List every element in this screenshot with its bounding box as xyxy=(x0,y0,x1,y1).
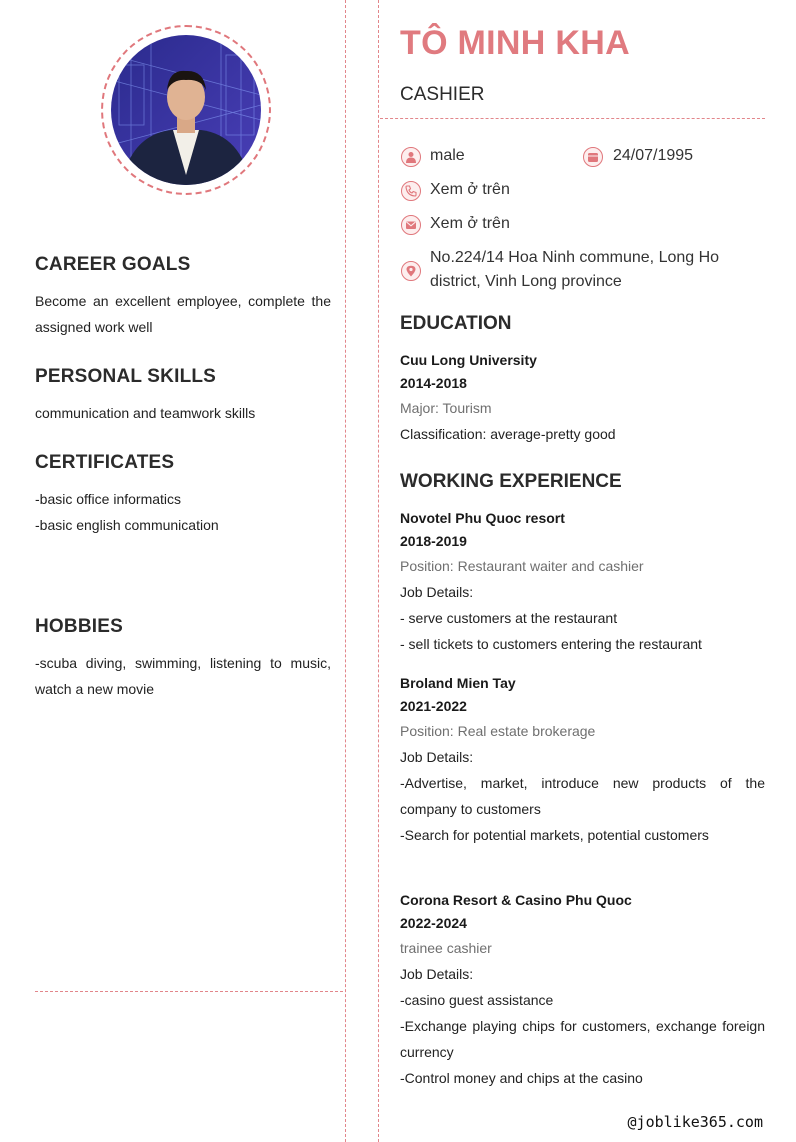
avatar xyxy=(111,35,261,185)
left-bottom-divider xyxy=(35,991,343,992)
job-company: Corona Resort & Casino Phu Quoc xyxy=(400,892,632,908)
job-position: Position: Restaurant waiter and cashier xyxy=(400,558,644,574)
certificate-item: -basic english communication xyxy=(35,517,219,533)
job-detail: -Advertise, market, introduce new products of the company to customers xyxy=(400,775,765,817)
job-details-label: Job Details: xyxy=(400,966,474,982)
job-period: 2021-2022 xyxy=(400,698,467,714)
job-entry xyxy=(400,672,765,848)
calendar-icon xyxy=(583,147,603,167)
hobbies-title: HOBBIES xyxy=(35,616,123,637)
job-entry xyxy=(400,507,765,657)
education-title: EDUCATION xyxy=(400,313,512,334)
career-goals-section xyxy=(35,254,331,340)
job-position: trainee cashier xyxy=(400,940,492,956)
job-period: 2018-2019 xyxy=(400,533,467,549)
experience-title: WORKING EXPERIENCE xyxy=(400,471,622,492)
job-period: 2022-2024 xyxy=(400,915,467,931)
header-divider xyxy=(380,118,765,119)
user-icon xyxy=(401,147,421,167)
personal-skills-section xyxy=(35,366,331,426)
gender-value: male xyxy=(430,147,465,164)
job-position: Position: Real estate brokerage xyxy=(400,723,596,739)
career-goals-text: Become an excellent employee, complete the assigned work well xyxy=(35,293,331,335)
personal-skills-text: communication and teamwork skills xyxy=(35,405,256,421)
job-company: Broland Mien Tay xyxy=(400,675,516,691)
education-major: Major: Tourism xyxy=(400,400,492,416)
certificates-section xyxy=(35,452,331,538)
job-details-label: Job Details: xyxy=(400,584,474,600)
personal-skills-title: PERSONAL SKILLS xyxy=(35,366,217,387)
job-detail: -Control money and chips at the casino xyxy=(400,1070,643,1086)
career-goals-title: CAREER GOALS xyxy=(35,254,191,275)
job-detail: -Exchange playing chips for customers, exchange foreign currency xyxy=(400,1018,765,1060)
avatar-frame xyxy=(101,25,271,195)
location-icon xyxy=(401,261,421,281)
email-icon xyxy=(401,215,421,235)
birthdate-value: 24/07/1995 xyxy=(613,147,694,164)
certificates-title: CERTIFICATES xyxy=(35,452,175,473)
job-title: CASHIER xyxy=(400,84,485,105)
school-name: Cuu Long University xyxy=(400,352,537,368)
email-value: Xem ở trên xyxy=(430,215,510,232)
left-divider xyxy=(345,0,346,1142)
phone-icon xyxy=(401,181,421,201)
job-details-label: Job Details: xyxy=(400,749,474,765)
job-detail: -Search for potential markets, potential customers xyxy=(400,827,709,843)
right-divider xyxy=(378,0,379,1142)
phone-value: Xem ở trên xyxy=(430,181,510,198)
hobbies-text: -scuba diving, swimming, listening to music, watch a new movie xyxy=(35,655,331,697)
job-company: Novotel Phu Quoc resort xyxy=(400,510,565,526)
candidate-name: TÔ MINH KHA xyxy=(400,24,630,62)
address-line: No.224/14 Hoa Ninh commune, Long Ho xyxy=(430,249,720,266)
watermark: @joblike365.com xyxy=(627,1113,763,1131)
hobbies-section xyxy=(35,616,331,702)
education-classification: Classification: average-pretty good xyxy=(400,426,616,442)
address-line: district, Vinh Long province xyxy=(430,273,622,290)
experience-section xyxy=(400,471,765,493)
education-period: 2014-2018 xyxy=(400,375,467,391)
education-section xyxy=(400,313,765,447)
job-detail: - serve customers at the restaurant xyxy=(400,610,618,626)
job-detail: -casino guest assistance xyxy=(400,992,554,1008)
job-detail: - sell tickets to customers entering the restaurant xyxy=(400,636,702,652)
job-entry xyxy=(400,889,765,1091)
certificate-item: -basic office informatics xyxy=(35,491,182,507)
address-value xyxy=(430,246,719,294)
